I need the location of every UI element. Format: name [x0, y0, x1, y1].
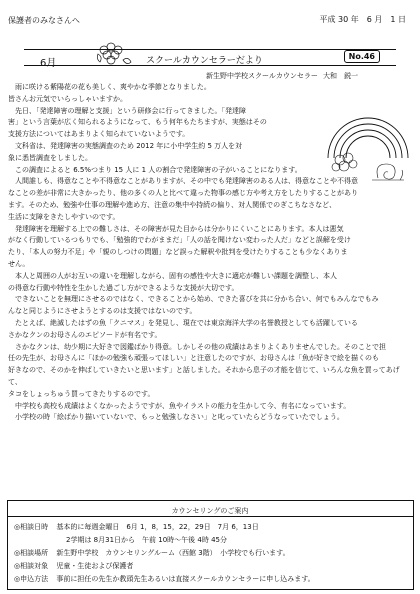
info-value: 事前に担任の先生か教頭先生あるいは直接スクールカウンセラーに申し込みます。: [56, 575, 315, 583]
paragraph-line: 任の先生が、お母さんに「ほかの勉強も頑張ってほしい」と注意したのですが、お母さんは「魚が好きで絵を描くのも: [8, 354, 379, 363]
paragraph-line: この調査によると 6.5%つまり 15 人に 1 人の割合で発達障害の子がいることになります。: [8, 165, 302, 174]
school-name: 新生野中学校スクールカウンセラー: [206, 72, 318, 80]
paragraph-line: 先日、「発達障害の理解と支援」という研修会に行ってきました。「発達障: [8, 106, 246, 115]
info-label: ◎相談日時: [14, 523, 49, 531]
paragraph-line: 支援方法についてはあまりよく知られていないようです。: [8, 130, 190, 139]
paragraph-line: ます。そのため、勉強や仕事の理解や進め方、注意の集中や持続の偏り、対人関係でのぎこちなさなど、: [8, 200, 337, 209]
newsletter-title: スクールカウンセラーだより: [146, 56, 263, 66]
info-row-apply: [14, 574, 315, 584]
paragraph-line: 人間誰しも、得意なことや不得意なことがありますが、その中でも発達障害のある人は、得意なことや不得意: [8, 177, 358, 186]
paragraph-line: できないことを無理にさせるのではなく、できることから始め、できた喜びを共に分かち合い、何でもみんなでもみ: [8, 295, 379, 304]
addressee: 保護者のみなさんへ: [8, 16, 80, 25]
box-divider: [7, 516, 414, 517]
info-value: 2学期は 8月31日から 午前 10時～午後 4時 45分: [66, 536, 227, 544]
info-value: 新生野中学校 カウンセリングルーム（西館 3階） 小学校でも行います。: [56, 549, 290, 557]
paragraph-line: 小学校の時「絵ばかり描いていないで、もっと勉強しなさい」と叱っていたらどうなっていたでしょう。: [8, 413, 344, 422]
paragraph-line: 象に悉皆調査をしました。: [8, 153, 92, 162]
info-value: 基本的に毎週金曜日 6月 1，8，15，22，29日 7月 6，13日: [56, 523, 259, 531]
info-row-datetime: [14, 522, 259, 532]
issue-month: 6月: [40, 58, 57, 69]
paragraph-line: 雨に咲ける紫陽花の花も美しく、爽やかな季節となりました。: [8, 83, 211, 91]
paragraph-line: んなと同じようにさせようとするのは支援ではないのです。: [8, 307, 197, 316]
paragraph-line: の得意な行動や特性を生かした過ごし方ができるような支援が大切です。: [8, 283, 239, 292]
paragraph-line: 本人と周囲の人がお互いの違いを理解しながら、固有の感性や大きに適応が難しい課題を調整し、本人: [8, 271, 337, 280]
paragraph-line: タコをしょっちゅう買ってきたりするのです。: [8, 389, 155, 398]
issue-date: 平成 30 年 6 月 1 日: [319, 15, 406, 24]
info-row-place: [14, 548, 290, 558]
paragraph-line: 好きなので、そのかを伸ばしていきたいと思います」と話しました。それから息子の才能を信じて、いろんな魚を買ってあげて、: [8, 366, 400, 386]
paragraph-line: 発達障害を理解する上での難しさは、その障害が見た目からは分かりにくいことにあります。本人は悪気: [8, 224, 344, 233]
paragraph-line: 皆さんお元気でいらっしゃいますか。: [8, 94, 127, 103]
paragraph-line: せん。: [8, 259, 30, 268]
paragraph-line: たとえば、絶滅したはずの魚「クニマス」を発見し、現在では東京海洋大学の名誉教授としても活躍している: [8, 318, 358, 327]
info-row-target: [14, 561, 133, 571]
info-value: 児童・生徒および保護者: [56, 562, 134, 570]
paragraph-line: たり、「本人の努力不足」や「親のしつけの問題」など誤った解釈や批判を受けたりすることも少なくありま: [8, 248, 348, 257]
paragraph-line: 害」という言葉が広く知られるようになって、もう何年もたちますが、実態はその: [8, 118, 267, 127]
paragraph-line: さかなクンは、幼少期に大好きで図鑑ばかり得意。しかしその他の成績はあまりよくありませんでした。そのことで担: [8, 342, 386, 351]
paragraph-line: なことの差が非常に大きかったり、他の多くの人と比べて違った物事の感じ方や考え方をしたりすることがあり: [8, 189, 358, 198]
info-label: ◎相談場所: [14, 549, 49, 557]
info-label: ◎申込方法: [14, 575, 49, 583]
paragraph-line: 中学校も高校も成績はよくなかったようですが、魚やイラストの能力を生かして今、有名になっています。: [8, 401, 351, 410]
paragraph-line: 生活に支障をきたしやすいのです。: [8, 212, 120, 221]
info-label: ◎相談対象: [14, 562, 49, 570]
paragraph-line: 文科省は、発達障害の実態調査のため 2012 年に小中学生約 5 万人を対: [8, 141, 243, 150]
info-row-datetime-2: [66, 535, 227, 545]
counseling-box-title: カウンセリングのご案内: [171, 507, 249, 515]
paragraph-line: さかなクンのお母さんのエピソードが有名です。: [8, 330, 162, 339]
author-name: 大和 鋭一: [323, 72, 358, 80]
article-body: [8, 82, 408, 424]
paragraph-line: がなく行動しているつもりでも、「勉強的でわがままだ」「人の話を聞けない変わった人だ」などと誤解を受け: [8, 236, 351, 245]
issue-number: No.46: [344, 50, 380, 63]
